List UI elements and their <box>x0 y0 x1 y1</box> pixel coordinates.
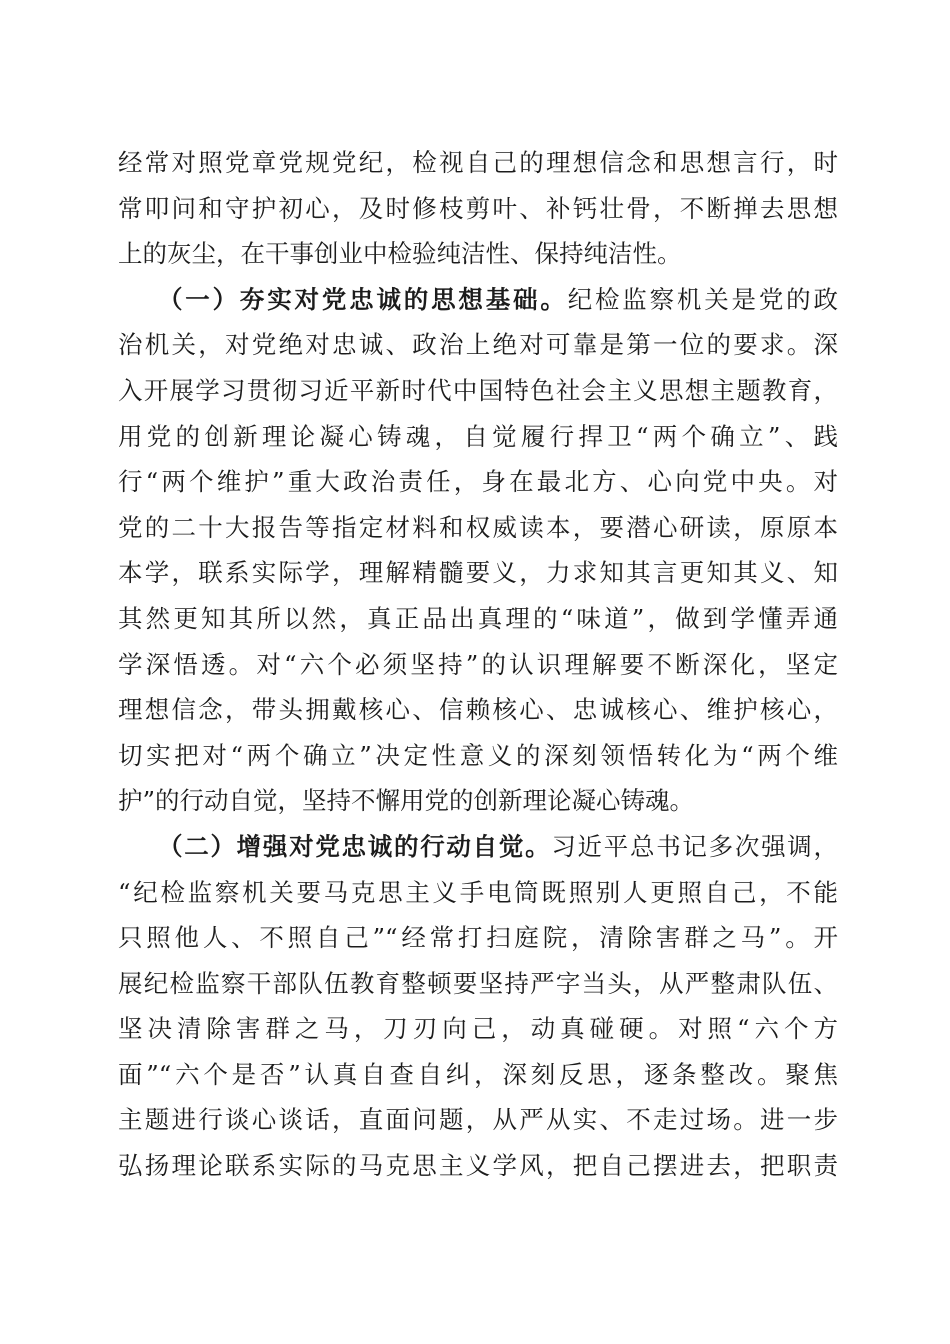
paragraph-line: 行“两个维护”重大政治责任，身在最北方、心向党中央。对 <box>118 467 838 497</box>
section-2-first-line <box>118 824 838 870</box>
document-body <box>118 140 838 1189</box>
section-1-heading: （一）夯实对党忠诚的思想基础。 <box>158 284 568 314</box>
paragraph-line: 坚决清除害群之马，刀刃向己，动真碰硬。对照“六个方 <box>118 1014 838 1044</box>
intro-paragraph <box>118 140 838 277</box>
paragraph-line: 常叩问和守护初心，及时修枝剪叶、补钙壮骨，不断掸去思想 <box>118 193 838 223</box>
paragraph-line: 党的二十大报告等指定材料和权威读本，要潜心研读，原原本 <box>118 512 838 542</box>
paragraph-line: 只照他人、不照自己”“经常打扫庭院，清除害群之马”。开 <box>118 923 838 953</box>
paragraph-line: 入开展学习贯彻习近平新时代中国特色社会主义思想主题教育， <box>118 375 838 405</box>
paragraph-line: 护”的行动自觉，坚持不懈用党的创新理论凝心铸魂。 <box>118 786 695 816</box>
paragraph-line: 本学，联系实际学，理解精髓要义，力求知其言更知其义、知 <box>118 558 838 588</box>
paragraph-line: 经常对照党章党规党纪，检视自己的理想信念和思想言行，时 <box>118 148 838 177</box>
paragraph-line: 主题进行谈心谈话，直面问题，从严从实、不走过场。进一步 <box>118 1105 838 1135</box>
section-2-paragraph <box>118 824 838 1189</box>
paragraph-line: 切实把对“两个确立”决定性意义的深刻领悟转化为“两个维 <box>118 740 838 770</box>
paragraph-line: 上的灰尘，在干事创业中检验纯洁性、保持纯洁性。 <box>118 239 682 269</box>
section-1-first-line-text: 纪检监察机关是党的政 <box>567 284 838 314</box>
section-1-first-line <box>118 277 838 323</box>
paragraph-line: 展纪检监察干部队伍教育整顿要坚持严字当头，从严整肃队伍、 <box>118 968 838 998</box>
paragraph-line: “纪检监察机关要马克思主义手电筒既照别人更照自己，不能 <box>118 877 838 907</box>
paragraph-line: 治机关，对党绝对忠诚、政治上绝对可靠是第一位的要求。深 <box>118 330 838 360</box>
section-2-first-line-text: 习近平总书记多次强调， <box>551 831 839 861</box>
paragraph-line: 其然更知其所以然，真正品出真理的“味道”，做到学懂弄通 <box>118 603 838 633</box>
paragraph-line: 弘扬理论联系实际的马克思主义学风，把自己摆进去，把职责 <box>118 1151 838 1181</box>
paragraph-line: 面”“六个是否”认真自查自纠，深刻反思，逐条整改。聚焦 <box>118 1059 838 1089</box>
paragraph-line: 学深悟透。对“六个必须坚持”的认识理解要不断深化，坚定 <box>118 649 838 679</box>
paragraph-line: 理想信念，带头拥戴核心、信赖核心、忠诚核心、维护核心， <box>118 695 838 725</box>
section-2-heading: （二）增强对党忠诚的行动自觉。 <box>158 831 552 861</box>
section-1-paragraph <box>118 277 838 824</box>
paragraph-line: 用党的创新理论凝心铸魂，自觉履行捍卫“两个确立”、践 <box>118 421 838 451</box>
